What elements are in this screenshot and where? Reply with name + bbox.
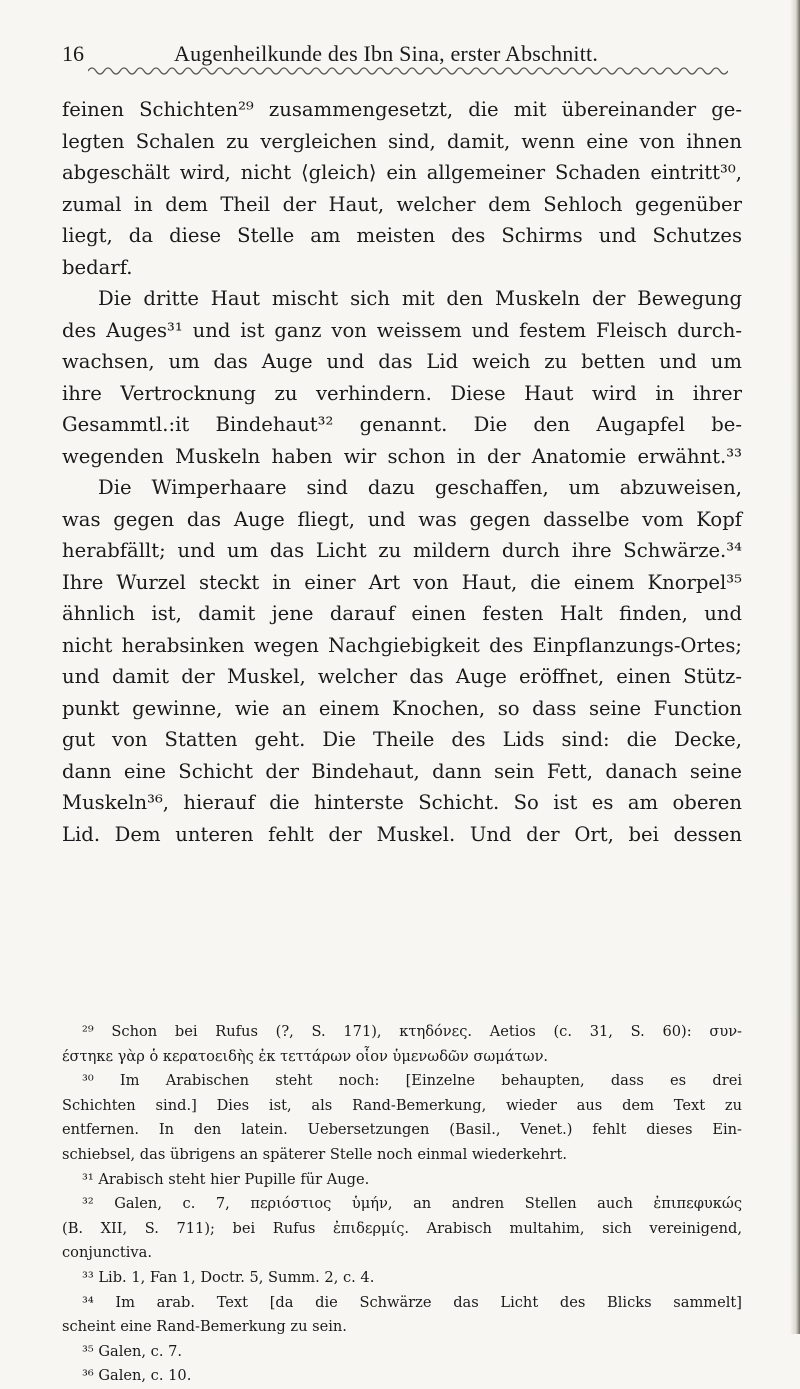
text-line: feinen Schichten²⁹ zusammengesetzt, die mit übereinander ge- xyxy=(62,98,742,121)
footnote-line: ³⁰ Im Arabischen steht noch: [Einzelne behaupten, dass es drei xyxy=(82,1072,742,1090)
text-line: punkt gewinne, wie an einem Knochen, so dass seine Function xyxy=(62,696,742,720)
text-line: was gegen das Auge fliegt, und was gegen dasselbe vom Kopf xyxy=(62,507,742,531)
text-line: liegt, da diese Stelle am meisten des Schirms und Schutzes xyxy=(62,224,742,247)
text-line: bedarf. xyxy=(62,255,133,279)
running-title: Augenheilkunde des Ibn Sina, erster Abschnitt. xyxy=(174,41,599,66)
footnote-line: ³⁶ Galen, c. 10. xyxy=(82,1367,192,1385)
page-number: 16 xyxy=(62,41,84,66)
text-line: legten Schalen zu vergleichen sind, damit, wenn eine von ihnen xyxy=(62,129,742,153)
text-line: Lid. Dem unteren fehlt der Muskel. Und der Ort, bei dessen xyxy=(62,822,742,846)
wavy-rule-ornament xyxy=(88,64,728,78)
footnote-line: conjunctiva. xyxy=(62,1244,152,1262)
footnote-line: ³¹ Arabisch steht hier Pupille für Auge. xyxy=(82,1170,370,1188)
page-edge-shadow xyxy=(790,0,800,1334)
text-line: gut von Statten geht. Die Theile des Lids sind: die Decke, xyxy=(62,728,742,751)
footnote-line: έστηκε γὰρ ὁ κερατοειδὴς ἐκ τεττάρων οἷον ὑμενωδῶν σωμάτων. xyxy=(62,1047,549,1065)
footnote-line: ³³ Lib. 1, Fan 1, Doctr. 5, Summ. 2, c. 4. xyxy=(82,1268,375,1286)
main-text xyxy=(62,94,742,850)
text-line: abgeschält wird, nicht ⟨gleich⟩ ein allgemeiner Schaden eintritt³⁰, xyxy=(62,161,742,184)
text-line: wachsen, um das Auge und das Lid weich zu betten und um xyxy=(62,350,742,373)
text-line: ähnlich ist, damit jene darauf einen festen Halt finden, und xyxy=(62,602,742,625)
text-line: dann eine Schicht der Bindehaut, dann sein Fett, danach seine xyxy=(62,759,742,783)
text-line: des Auges³¹ und ist ganz von weissem und festem Fleisch durch- xyxy=(62,318,742,342)
footnote-line: (B. XII, S. 711); bei Rufus ἐπιδερμίς. Arabisch multahim, sich vereinigend, xyxy=(62,1219,742,1237)
text-line: Ihre Wurzel steckt in einer Art von Haut, die einem Knorpel³⁵ xyxy=(62,570,742,594)
text-line: nicht herabsinken wegen Nachgiebigkeit des Einpflanzungs-Ortes; xyxy=(62,633,742,657)
footnote-line: ²⁹ Schon bei Rufus (?, S. 171), κτηδόνες. Aetios (c. 31, S. 60): συν- xyxy=(82,1023,742,1040)
text-line: Die dritte Haut mischt sich mit den Muskeln der Bewegung xyxy=(98,287,742,310)
footnote-line: entfernen. In den latein. Uebersetzungen (Basil., Venet.) fehlt dieses Ein- xyxy=(62,1121,742,1139)
footnote-line: ³⁵ Galen, c. 7. xyxy=(82,1342,183,1360)
text-line: zumal in dem Theil der Haut, welcher dem Sehloch gegenüber xyxy=(62,192,742,216)
footnote-line: Schichten sind.] Dies ist, als Rand-Bemerkung, wieder aus dem Text zu xyxy=(62,1096,742,1114)
text-line: herabfällt; und um das Licht zu mildern durch ihre Schwärze.³⁴ xyxy=(62,539,742,562)
footnote-line: ³⁴ Im arab. Text [da die Schwärze das Licht des Blicks sammelt] xyxy=(82,1293,742,1311)
footnote-line: scheint eine Rand-Bemerkung zu sein. xyxy=(62,1318,347,1336)
footnote-line: ³² Galen, c. 7, περιόστιος ὑμήν, an andren Stellen auch ἐπιπεφυκώς xyxy=(82,1195,742,1213)
text-line: wegenden Muskeln haben wir schon in der Anatomie erwähnt.³³ xyxy=(62,444,742,468)
text-line: Die Wimperhaare sind dazu geschaffen, um abzuweisen, xyxy=(98,476,742,499)
text-line: ihre Vertrocknung zu verhindern. Diese Haut wird in ihrer xyxy=(62,381,742,405)
footnote-line: schiebsel, das übrigens an späterer Stelle noch einmal wiederkehrt. xyxy=(62,1145,568,1163)
text-line: Gesammtl.:it Bindehaut³² genannt. Die den Augapfel be- xyxy=(62,413,742,436)
text-line: und damit der Muskel, welcher das Auge eröffnet, einen Stütz- xyxy=(62,665,742,688)
text-line: Muskeln³⁶, hierauf die hinterste Schicht. So ist es am oberen xyxy=(62,791,742,814)
